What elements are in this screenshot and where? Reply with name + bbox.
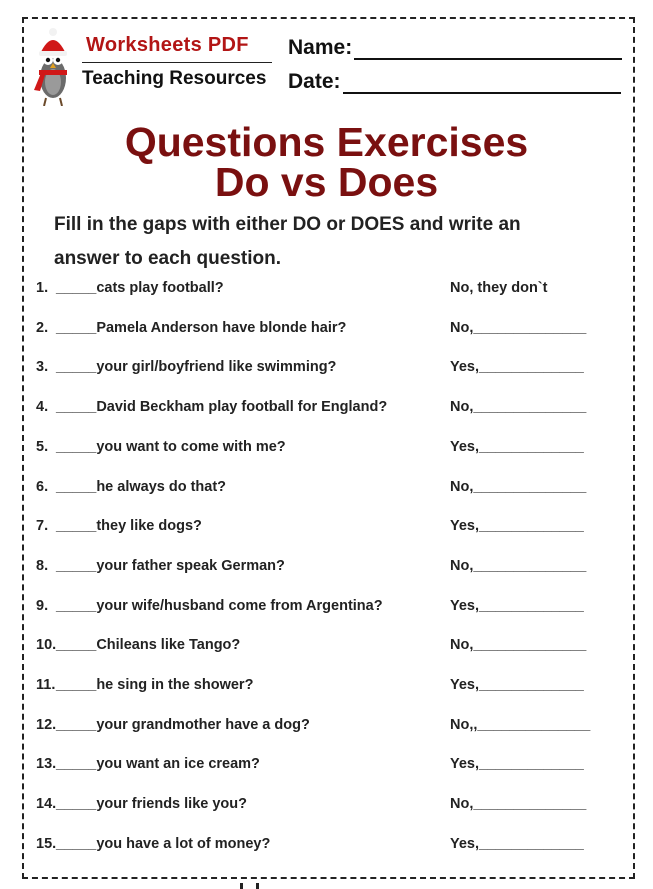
- question-row: [36, 756, 616, 780]
- name-label: Name:: [288, 36, 353, 59]
- brand-divider: [82, 62, 272, 63]
- question-row: [36, 717, 616, 741]
- question-number: 14.: [36, 796, 57, 813]
- answer-field[interactable]: Yes,_____________: [450, 597, 584, 614]
- question-number: 15.: [36, 835, 57, 852]
- answer-field[interactable]: No,______________: [450, 399, 587, 416]
- question-number: 4.: [36, 399, 49, 416]
- answer-field[interactable]: No,______________: [450, 637, 587, 654]
- answer-field[interactable]: Yes,_____________: [450, 756, 584, 773]
- brand-title: Worksheets PDF: [86, 34, 249, 56]
- date-field[interactable]: [288, 70, 621, 94]
- question-text[interactable]: _____you want an ice cream?: [56, 756, 260, 773]
- question-text[interactable]: _____you want to come with me?: [56, 438, 286, 455]
- question-number: 11.: [36, 677, 56, 693]
- question-text[interactable]: _____David Beckham play football for England?: [56, 399, 388, 416]
- question-row: [36, 518, 616, 542]
- question-row: [36, 320, 616, 344]
- answer-field[interactable]: No,______________: [450, 557, 587, 574]
- question-text[interactable]: _____he always do that?: [56, 478, 227, 495]
- question-row: [36, 479, 616, 503]
- question-number: 12.: [36, 716, 57, 733]
- question-text[interactable]: _____you have a lot of money?: [56, 835, 271, 852]
- answer-field[interactable]: Yes,_____________: [450, 835, 584, 852]
- answer-field[interactable]: No, they don`t: [450, 280, 548, 296]
- question-text[interactable]: _____Chileans like Tango?: [56, 637, 241, 654]
- date-line[interactable]: [343, 76, 621, 94]
- question-row: [36, 280, 616, 304]
- name-line[interactable]: [354, 42, 622, 60]
- question-text[interactable]: _____Pamela Anderson have blonde hair?: [56, 319, 347, 336]
- answer-field[interactable]: Yes,_____________: [450, 359, 584, 376]
- question-row: [36, 558, 616, 582]
- question-number: 13.: [36, 756, 57, 773]
- question-text[interactable]: _____your friends like you?: [56, 796, 247, 813]
- answer-field[interactable]: No,______________: [450, 319, 587, 336]
- page-footer-mark: [236, 881, 276, 889]
- question-text[interactable]: _____they like dogs?: [56, 518, 202, 535]
- answer-field[interactable]: No,______________: [450, 478, 587, 495]
- question-row: [36, 637, 616, 661]
- question-text[interactable]: _____your girl/boyfriend like swimming?: [56, 359, 337, 376]
- question-row: [36, 796, 616, 820]
- question-row: [36, 598, 616, 622]
- question-text[interactable]: _____he sing in the shower?: [56, 677, 254, 693]
- question-row: [36, 359, 616, 383]
- page-title: Questions Exercises: [124, 119, 529, 165]
- instructions: Fill in the gaps with either DO or DOES and write an answer to each question.: [54, 214, 521, 269]
- question-number: 10.: [36, 637, 57, 654]
- date-label: Date:: [288, 70, 341, 93]
- brand-subtitle: Teaching Resources: [82, 68, 267, 89]
- question-row: [36, 836, 616, 860]
- question-text[interactable]: _____your grandmother have a dog?: [56, 716, 310, 733]
- question-text[interactable]: _____your father speak German?: [56, 557, 285, 574]
- answer-field[interactable]: Yes,_____________: [450, 438, 584, 455]
- question-number: 6.: [36, 478, 49, 495]
- answer-field[interactable]: No,______________: [450, 796, 587, 813]
- question-number: 2.: [36, 319, 49, 336]
- question-number: 5.: [36, 438, 49, 455]
- answer-field[interactable]: Yes,_____________: [450, 518, 584, 535]
- question-row: [36, 439, 616, 463]
- question-number: 3.: [36, 359, 49, 376]
- name-field[interactable]: [288, 36, 622, 60]
- answer-field[interactable]: No,,______________: [450, 716, 591, 733]
- question-text[interactable]: _____your wife/husband come from Argentina?: [56, 597, 383, 614]
- question-number: 8.: [36, 557, 49, 574]
- owl-logo-icon: [32, 28, 74, 106]
- question-number: 1.: [36, 280, 49, 296]
- question-number: 9.: [36, 597, 49, 614]
- page-subtitle: Do vs Does: [214, 159, 439, 205]
- question-text[interactable]: _____cats play football?: [56, 280, 224, 296]
- question-number: 7.: [36, 518, 49, 535]
- question-row: [36, 399, 616, 423]
- answer-field[interactable]: Yes,_____________: [450, 677, 584, 693]
- question-row: [36, 677, 616, 701]
